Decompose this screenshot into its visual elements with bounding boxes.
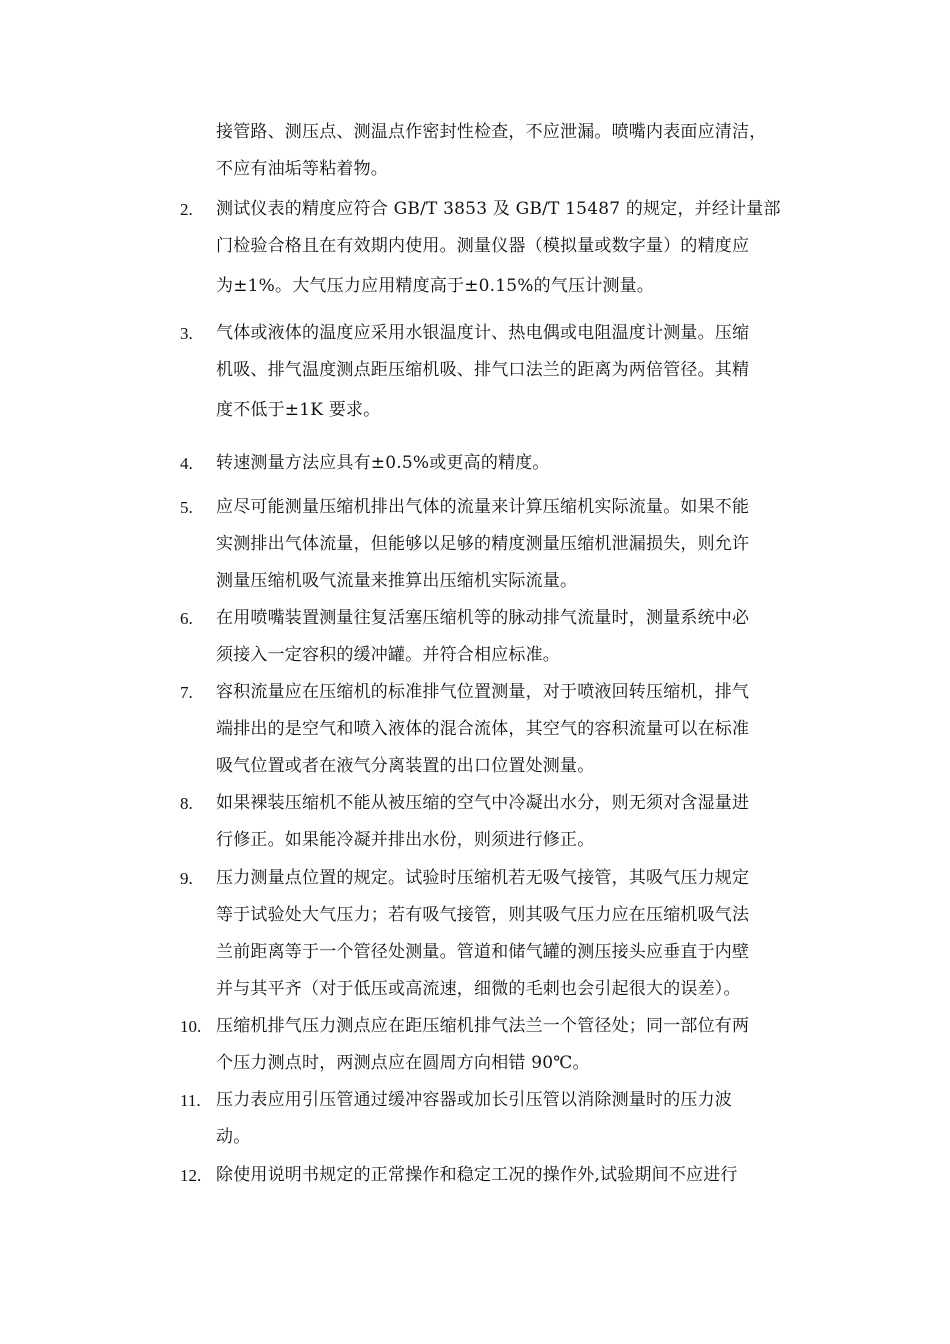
- text-line: 压力表应用引压管通过缓冲容器或加长引压管以消除测量时的压力波: [216, 1090, 732, 1110]
- list-number: 8.: [180, 794, 193, 813]
- list-item: [216, 489, 816, 600]
- text-line: 压力测量点位置的规定。试验时压缩机若无吸气接管，其吸气压力规定: [216, 868, 750, 888]
- text-line: 吸气位置或者在液气分离装置的出口位置处测量。: [216, 756, 595, 776]
- list-item: [216, 785, 816, 859]
- text-line: 机吸、排气温度测点距压缩机吸、排气口法兰的距离为两倍管径。其精: [216, 360, 750, 380]
- text-line: 为±1%。大气压力应用精度高于±0.15%的气压计测量。: [216, 276, 655, 296]
- text-line: 不应有油垢等粘着物。: [216, 159, 388, 179]
- text-line: 门检验合格且在有效期内使用。测量仪器（模拟量或数字量）的精度应: [216, 236, 750, 256]
- list-item: [216, 191, 816, 308]
- text-line: 兰前距离等于一个管径处测量。管道和储气罐的测压接头应垂直于内壁: [216, 942, 750, 962]
- list-number: 9.: [180, 869, 193, 888]
- text-line: 等于试验处大气压力；若有吸气接管，则其吸气压力应在压缩机吸气法: [216, 905, 750, 925]
- text-line: 应尽可能测量压缩机排出气体的流量来计算压缩机实际流量。如果不能: [216, 497, 750, 517]
- list-item: [216, 315, 816, 432]
- list-item: [216, 1157, 816, 1194]
- text-line: 容积流量应在压缩机的标准排气位置测量，对于喷液回转压缩机，排气: [216, 682, 750, 702]
- text-line: 除使用说明书规定的正常操作和稳定工况的操作外,试验期间不应进行: [216, 1165, 738, 1185]
- text-line: 接管路、测压点、测温点作密封性检查，不应泄漏。喷嘴内表面应清洁，: [216, 122, 767, 142]
- text-line: 在用喷嘴装置测量往复活塞压缩机等的脉动排气流量时，测量系统中必: [216, 608, 750, 628]
- list-item: [216, 1008, 816, 1082]
- list-number: 3.: [180, 324, 193, 343]
- list-item: [216, 600, 816, 674]
- text-line: 测试仪表的精度应符合 GB/T 3853 及 GB/T 15487 的规定，并经计量部: [216, 199, 781, 219]
- list-number: 7.: [180, 683, 193, 702]
- text-line: 须接入一定容积的缓冲罐。并符合相应标准。: [216, 645, 560, 665]
- text-line: 个压力测点时，两测点应在圆周方向相错 90℃。: [216, 1053, 590, 1073]
- text-line: 度不低于±1K 要求。: [216, 400, 381, 420]
- text-line: 转速测量方法应具有±0.5%或更高的精度。: [216, 453, 550, 473]
- list-item: [216, 674, 816, 785]
- list-number: 10.: [180, 1017, 202, 1036]
- text-line: 如果裸装压缩机不能从被压缩的空气中冷凝出水分，则无须对含湿量进: [216, 793, 750, 813]
- text-line: 测量压缩机吸气流量来推算出压缩机实际流量。: [216, 571, 578, 591]
- list-number: 6.: [180, 609, 193, 628]
- text-line: 动。: [216, 1127, 251, 1147]
- text-line: 压缩机排气压力测点应在距压缩机排气法兰一个管径处；同一部位有两: [216, 1016, 750, 1036]
- text-line: 端排出的是空气和喷入液体的混合流体，其空气的容积流量可以在标准: [216, 719, 750, 739]
- list-number: 5.: [180, 498, 193, 517]
- list-item: [216, 860, 816, 1008]
- list-number: 2.: [180, 200, 193, 219]
- text-line: 气体或液体的温度应采用水银温度计、热电偶或电阻温度计测量。压缩: [216, 323, 750, 343]
- text-line: 并与其平齐（对于低压或高流速，细微的毛刺也会引起很大的误差）。: [216, 979, 741, 999]
- continuation-paragraph: [216, 114, 816, 188]
- list-number: 4.: [180, 454, 193, 473]
- list-number: 12.: [180, 1166, 202, 1185]
- text-line: 行修正。如果能冷凝并排出水份，则须进行修正。: [216, 830, 595, 850]
- text-line: 实测排出气体流量，但能够以足够的精度测量压缩机泄漏损失，则允许: [216, 534, 750, 554]
- list-item: [216, 445, 816, 482]
- list-item: [216, 1082, 816, 1156]
- list-number: 11.: [180, 1091, 201, 1110]
